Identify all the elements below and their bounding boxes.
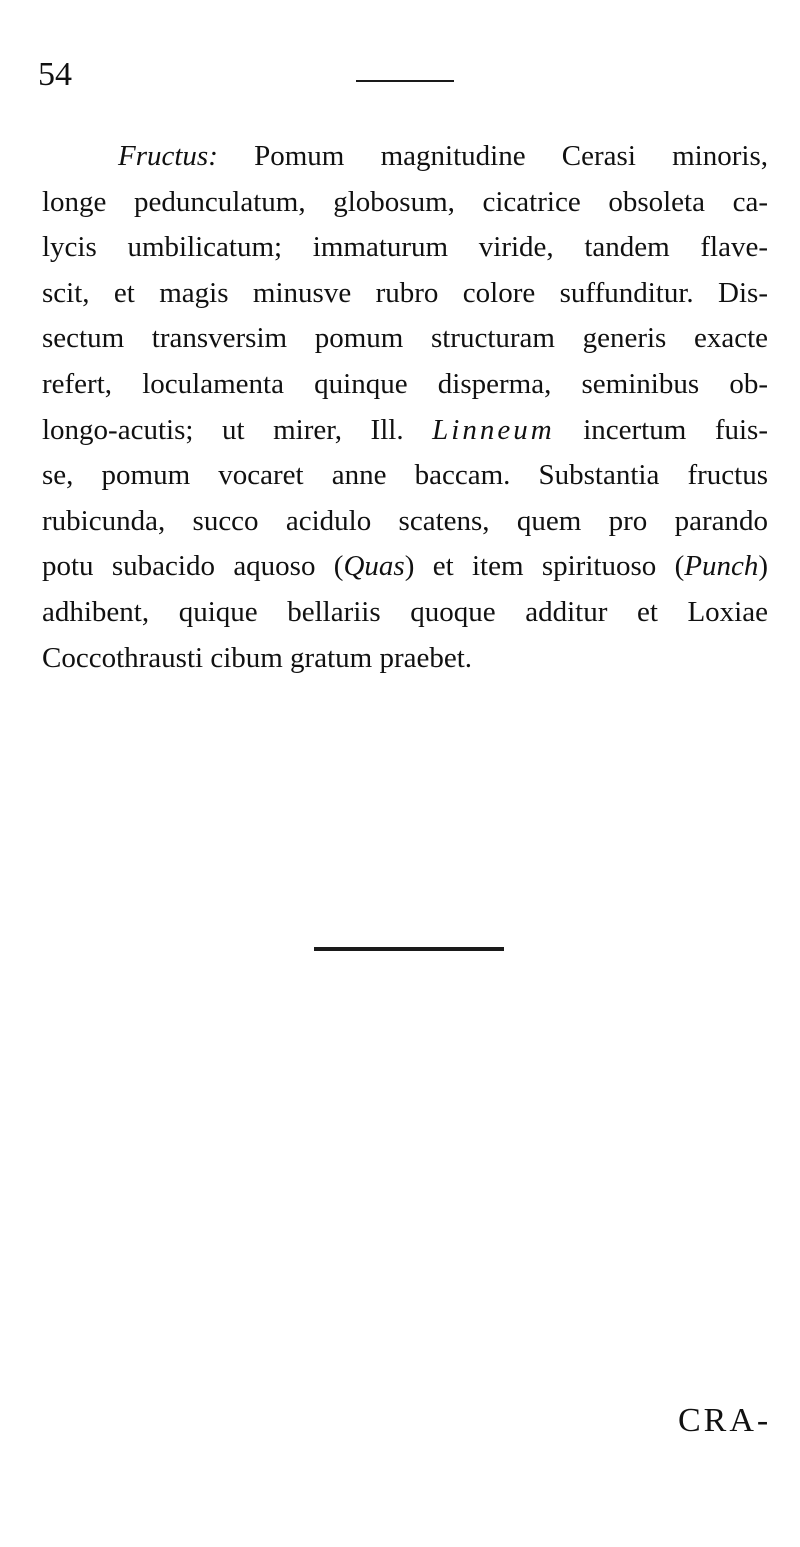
text-run: longo-acutis; ut mirer, Ill. [42, 413, 433, 446]
text-run: ) [758, 550, 768, 583]
end-rule [314, 947, 504, 951]
text-line: adhibent, quique bellariis quoque additur et Loxiae [42, 595, 768, 628]
text-line: Coccothrausti cibum gratum praebet. [42, 641, 473, 674]
text-line: refert, loculamenta quinque disperma, seminibus ob- [42, 367, 768, 400]
catchword: CRA- [678, 1402, 772, 1439]
text-line: sectum transversim pomum structuram generis exacte [42, 322, 768, 355]
italic-term: Quas [343, 550, 405, 583]
italic-name: Linneum [432, 413, 555, 446]
text-line [42, 134, 768, 180]
text-line: scit, et magis minusve rubro colore suffunditur. Dis- [42, 276, 768, 309]
text-run: Pomum magnitudine Cerasi minoris, [217, 140, 768, 172]
page-number: 54 [38, 56, 72, 93]
text-line: lycis umbilicatum; immaturum viride, tandem flave- [42, 231, 768, 264]
text-run: ) et item spirituoso ( [404, 550, 685, 583]
text-run: incertum fuis- [554, 413, 768, 446]
text-line: longe pedunculatum, globosum, cicatrice obsoleta ca- [42, 185, 768, 218]
text-line [42, 544, 768, 590]
italic-term: Punch [684, 550, 759, 583]
text-line: se, pomum vocaret anne baccam. Substantia fructus [42, 459, 768, 492]
body-paragraph [42, 134, 768, 681]
text-line: rubicunda, succo acidulo scatens, quem pro parando [42, 504, 768, 537]
italic-term: Fructus: [118, 140, 218, 172]
header-rule [356, 80, 454, 82]
text-line [42, 408, 768, 454]
text-run: potu subacido aquoso ( [42, 550, 344, 583]
